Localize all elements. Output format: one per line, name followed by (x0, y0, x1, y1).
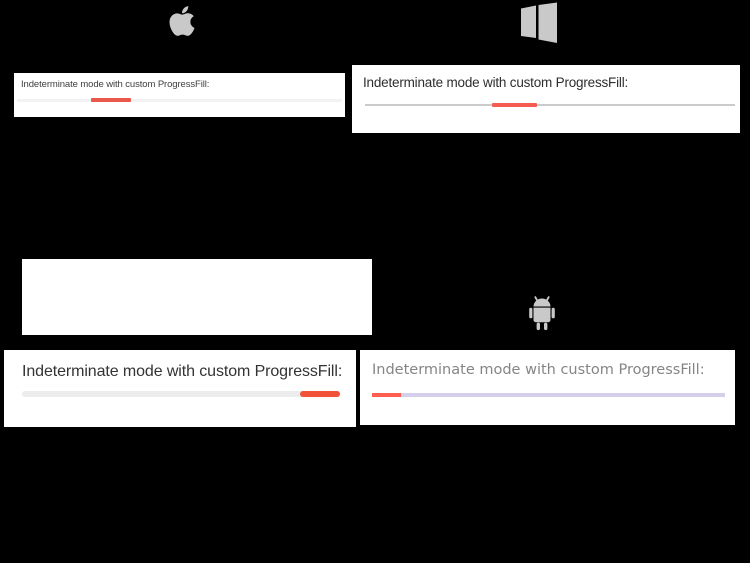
progress-track (22, 391, 340, 397)
windows-icon (518, 2, 560, 44)
progress-label: Indeterminate mode with custom ProgressFill: (372, 362, 705, 378)
progress-bar (14, 73, 345, 117)
progress-track (372, 393, 725, 397)
android-icon (523, 294, 561, 334)
progress-label: Indeterminate mode with custom ProgressFill: (21, 79, 210, 90)
progress-track (365, 104, 735, 106)
progress-fill (91, 98, 131, 102)
progress-bar (352, 65, 740, 133)
progress-track (17, 99, 342, 102)
android-progress-panel (360, 350, 735, 425)
bottom-left-progress-panel (4, 350, 356, 427)
progress-fill (300, 391, 340, 397)
blank-panel (22, 259, 372, 335)
progress-bar (4, 350, 356, 427)
progress-fill (372, 393, 401, 397)
windows-progress-panel (352, 65, 740, 133)
progress-label: Indeterminate mode with custom ProgressFill: (22, 363, 343, 380)
apple-icon (169, 4, 195, 38)
progress-bar (360, 350, 735, 425)
progress-fill (492, 103, 537, 107)
progress-label: Indeterminate mode with custom ProgressFill: (363, 75, 629, 90)
macos-progress-panel (14, 73, 345, 117)
